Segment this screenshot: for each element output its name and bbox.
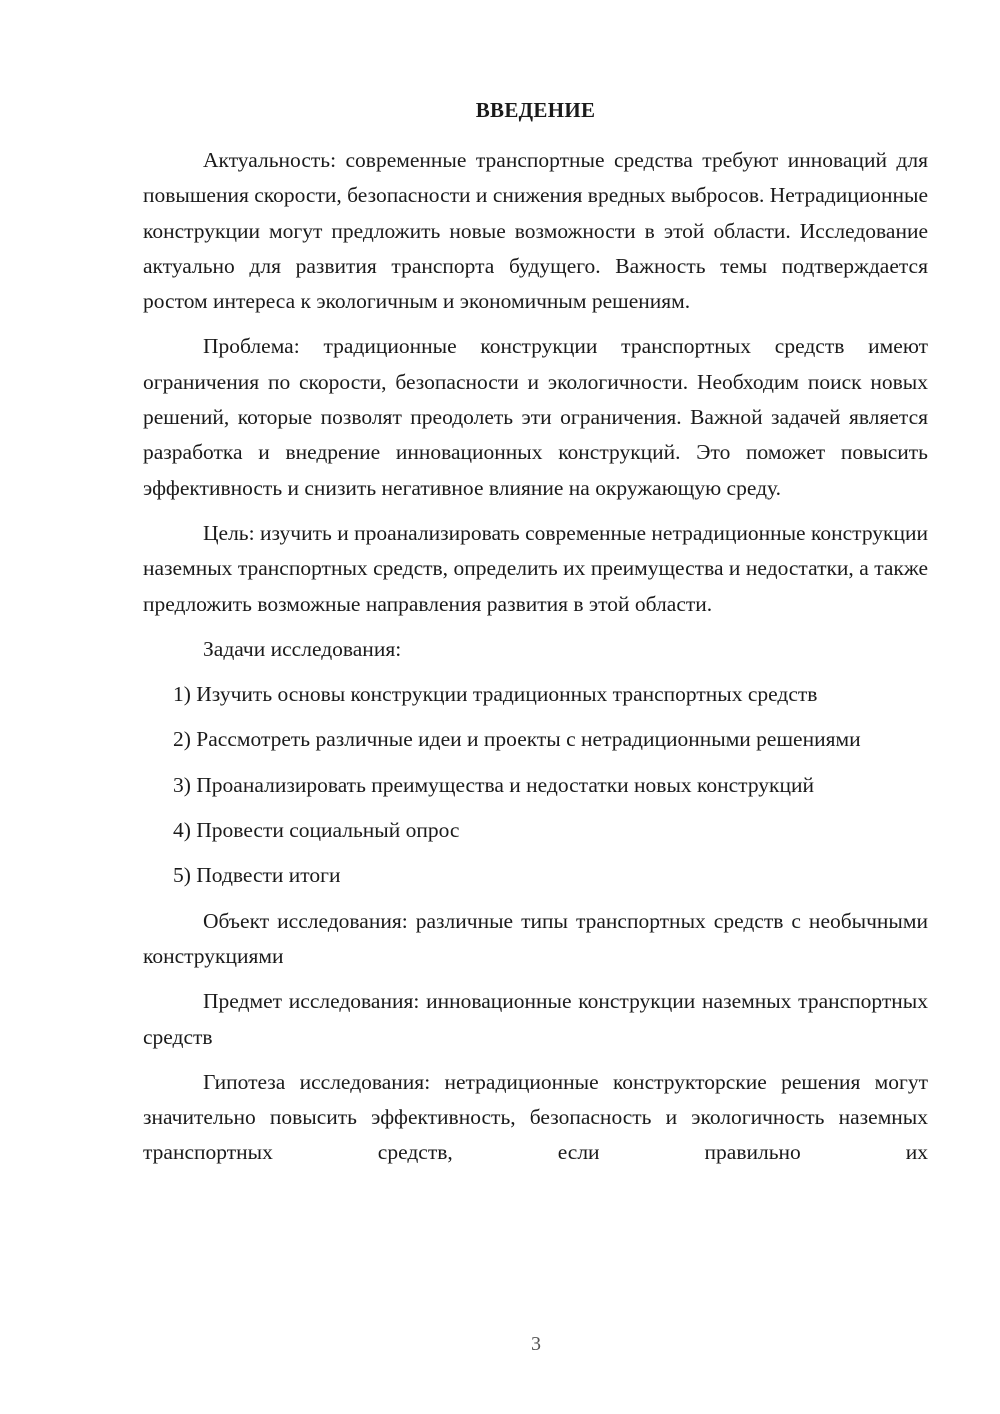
- section-heading: ВВЕДЕНИЕ: [475, 98, 596, 122]
- object-paragraph: Объект исследования: различные типы транспортных средств с необычными конструкциями: [143, 908, 928, 968]
- task-item-5: 5) Подвести итоги: [173, 863, 341, 888]
- task-item-3: 3) Проанализировать преимущества и недостатки новых конструкций: [173, 772, 815, 797]
- relevance-paragraph: Актуальность: современные транспортные средства требуют инноваций для повышения скорости, безопасности и снижения вредных выбросов. Нетрадиционные конструкции могут предложить новые возможности в этой области. Исследование актуально для развития транспорта будущего. Важность темы подтверждается ростом интереса к экологичным и экономичным решениям.: [143, 148, 928, 314]
- subject-paragraph: Предмет исследования: инновационные конструкции наземных транспортных средств: [143, 989, 928, 1049]
- task-item-1: 1) Изучить основы конструкции традиционных транспортных средств: [173, 682, 818, 707]
- tasks-intro: Задачи исследования:: [203, 636, 402, 661]
- problem-paragraph: Проблема: традиционные конструкции транспортных средств имеют ограничения по скорости, безопасности и экологичности. Необходим поиск новых решений, которые позволят преодолеть эти ограничения. Важной задачей является разработка и внедрение инновационных конструкций. Это поможет повысить эффективность и снизить негативное влияние на окружающую среду.: [143, 334, 928, 500]
- page-number: 3: [531, 1333, 541, 1355]
- document-page: [143, 95, 928, 1171]
- goal-paragraph: Цель: изучить и проанализировать современные нетрадиционные конструкции наземных транспортных средств, определить их преимущества и недостатки, а также предложить возможные направления развития в этой области.: [143, 520, 928, 616]
- task-item-2: 2) Рассмотреть различные идеи и проекты с нетрадиционными решениями: [173, 727, 861, 752]
- task-item-4: 4) Провести социальный опрос: [173, 818, 460, 843]
- hypothesis-paragraph: Гипотеза исследования: нетрадиционные конструкторские решения могут значительно повысить эффективность, безопасность и экологичность наземных транспортных средств, если правильно их: [143, 1069, 928, 1165]
